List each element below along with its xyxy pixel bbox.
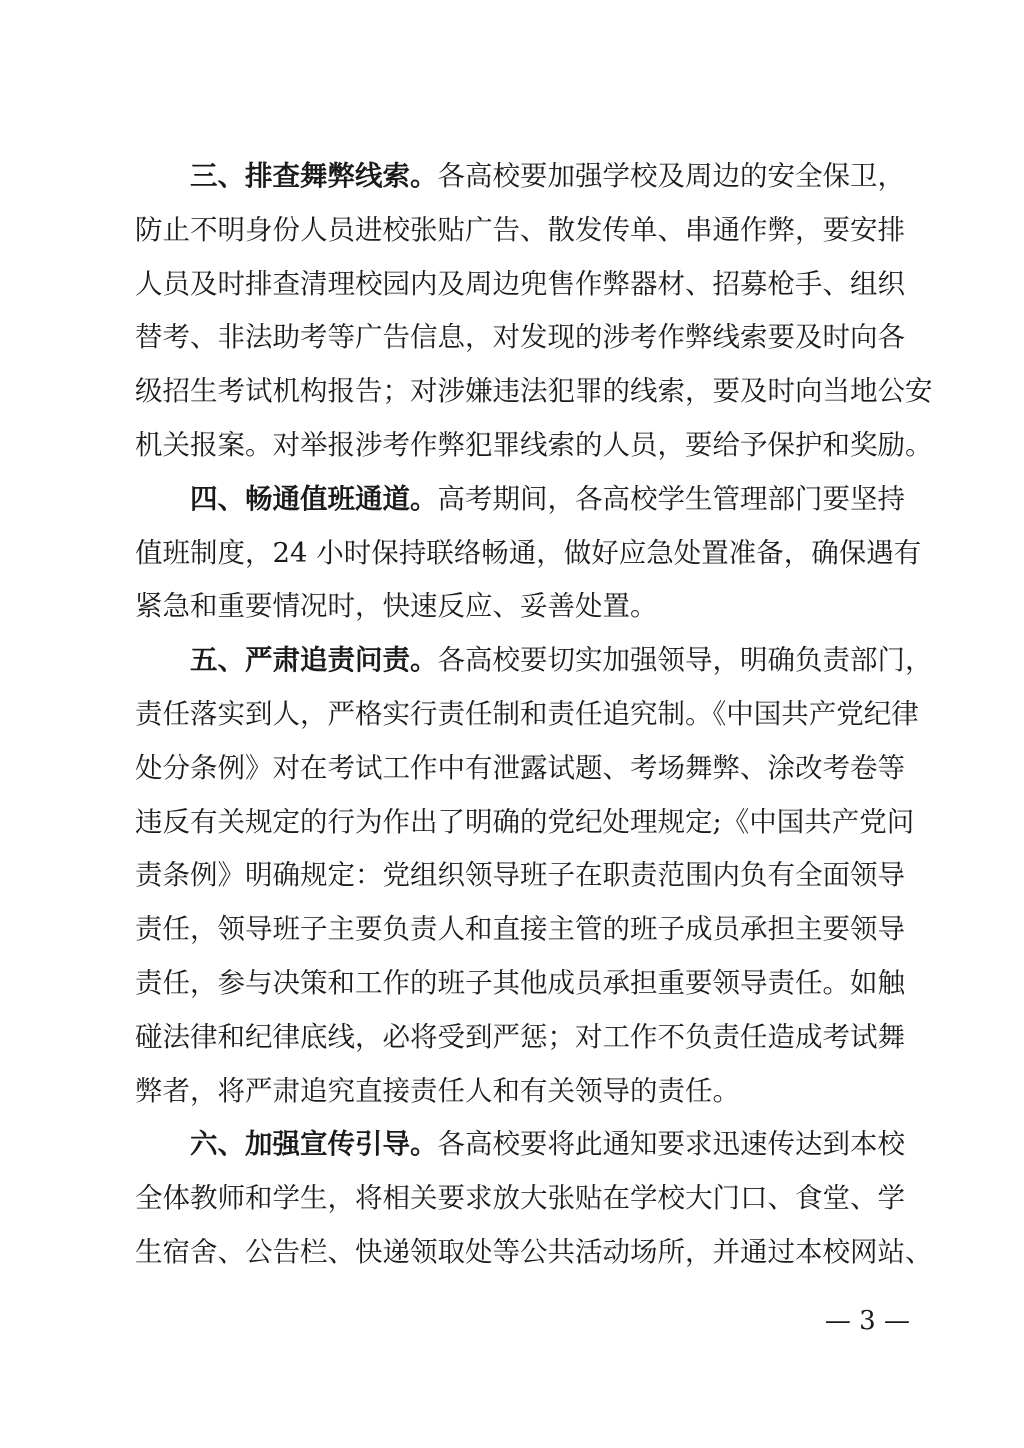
paragraph-line: 级招生考试机构报告；对涉嫌违法犯罪的线索，要及时向当地公安	[135, 375, 933, 408]
paragraph-line: 弊者，将严肃追究直接责任人和有关领导的责任。	[135, 1074, 740, 1107]
paragraph-section-3	[135, 150, 933, 473]
section-heading: 六、加强宣传引导。	[190, 1128, 438, 1161]
paragraph-line: 违反有关规定的行为作出了明确的党纪处理规定;《中国共产党问	[135, 805, 915, 838]
paragraph-text: 各高校要将此通知要求迅速传达到本校	[437, 1128, 905, 1161]
paragraph-line: 替考、非法助考等广告信息，对发现的涉考作弊线索要及时向各	[135, 321, 905, 354]
paragraph-section-4	[135, 473, 922, 634]
paragraph-line: 碰法律和纪律底线，必将受到严惩；对工作不负责任造成考试舞	[135, 1020, 905, 1053]
paragraph-line: 全体教师和学生，将相关要求放大张贴在学校大门口、食堂、学	[135, 1182, 905, 1215]
paragraph-line: 机关报案。对举报涉考作弊犯罪线索的人员，要给予保护和奖励。	[135, 428, 933, 461]
paragraph-line: 人员及时排查清理校园内及周边兜售作弊器材、招募枪手、组织	[135, 267, 905, 300]
paragraph-line: 生宿舍、公告栏、快递领取处等公共活动场所，并通过本校网站、	[135, 1235, 933, 1268]
paragraph-line: 紧急和重要情况时，快速反应、妥善处置。	[135, 590, 658, 623]
body-text	[135, 150, 933, 1280]
paragraph-line	[135, 150, 905, 204]
section-heading: 五、严肃追责问责。	[190, 644, 438, 677]
paragraph-line: 责任落实到人，严格实行责任制和责任追究制。《中国共产党纪律	[135, 697, 919, 730]
paragraph-line	[135, 473, 905, 527]
section-heading: 四、畅通值班通道。	[190, 482, 438, 515]
paragraph-line	[135, 634, 933, 688]
paragraph-text: 各高校要加强学校及周边的安全保卫，	[437, 160, 905, 192]
paragraph-line: 防止不明身份人员进校张贴广告、散发传单、串通作弊，要安排	[135, 213, 905, 246]
paragraph-line: 责任，领导班子主要负责人和直接主管的班子成员承担主要领导	[135, 913, 905, 946]
paragraph-line: 值班制度，24 小时保持联络畅通，做好应急处置准备，确保遇有	[135, 536, 922, 569]
paragraph-text: 高考期间，各高校学生管理部门要坚持	[437, 482, 905, 515]
paragraph-section-5	[135, 634, 933, 1118]
paragraph-line: 责条例》明确规定：党组织领导班子在职责范围内负有全面领导	[135, 859, 905, 892]
paragraph-line: 责任，参与决策和工作的班子其他成员承担重要领导责任。如触	[135, 966, 905, 999]
paragraph-section-6	[135, 1118, 933, 1279]
paragraph-text: 各高校要切实加强领导，明确负责部门，	[437, 644, 933, 677]
paragraph-line	[135, 1118, 905, 1172]
section-heading: 三、排查舞弊线索。	[190, 160, 438, 192]
page-number: — 3 —	[824, 1306, 910, 1336]
paragraph-line: 处分条例》对在考试工作中有泄露试题、考场舞弊、涂改考卷等	[135, 751, 905, 784]
